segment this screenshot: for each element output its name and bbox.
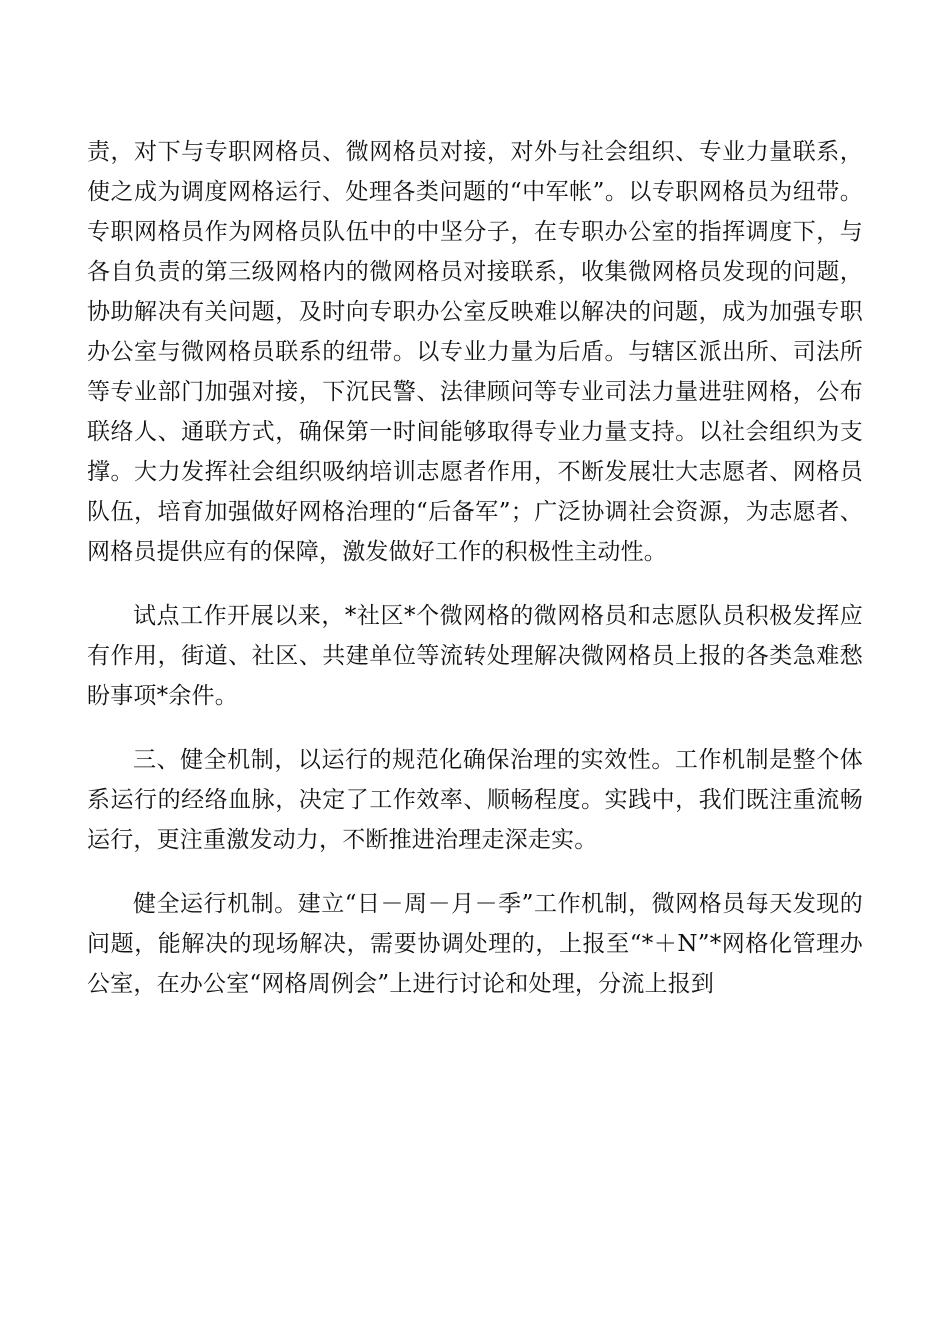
document-body xyxy=(87,132,863,1004)
paragraph-section-three: 三、健全机制，以运行的规范化确保治理的实效性。工作机制是整个体系运行的经络血脉，决定了工作效率、顺畅程度。实践中，我们既注重流畅运行，更注重激发动力，不断推进治理走深走实。 xyxy=(87,747,863,853)
paragraph-continuation: 责，对下与专职网格员、微网格员对接，对外与社会组织、专业力量联系，使之成为调度网格运行、处理各类问题的“中军帐”。以专职网格员为纽带。专职网格员作为网格员队伍中的中坚分子，在专职办公室的指挥调度下，与各自负责的第三级网格内的微网格员对接联系，收集微网格员发现的问题，协助解决有关问题，及时向专职办公室反映难以解决的问题，成为加强专职办公室与微网格员联系的纽带。以专业力量为后盾。与辖区派出所、司法所等专业部门加强对接，下沉民警、法律顾问等专业司法力量进驻网格，公布联络人、通联方式，确保第一时间能够取得专业力量支持。以社会组织为支撑。大力发挥社会组织吸纳培训志愿者作用，不断发展壮大志愿者、网格员队伍，培育加强做好网格治理的“后备军”；广泛协调社会资源，为志愿者、网格员提供应有的保障，激发做好工作的积极性主动性。 xyxy=(87,139,863,565)
paragraph-operation-mechanism: 健全运行机制。建立“日－周－月－季”工作机制，微网格员每天发现的问题，能解决的现场解决，需要协调处理的，上报至“*＋N”*网格化管理办公室，在办公室“网格周例会”上进行讨论和处理，分流上报到 xyxy=(87,891,863,997)
paragraph-pilot-results: 试点工作开展以来，*社区*个微网格的微网格员和志愿队员积极发挥应有作用，街道、社区、共建单位等流转处理解决微网格员上报的各类急难愁盼事项*余件。 xyxy=(87,603,863,709)
